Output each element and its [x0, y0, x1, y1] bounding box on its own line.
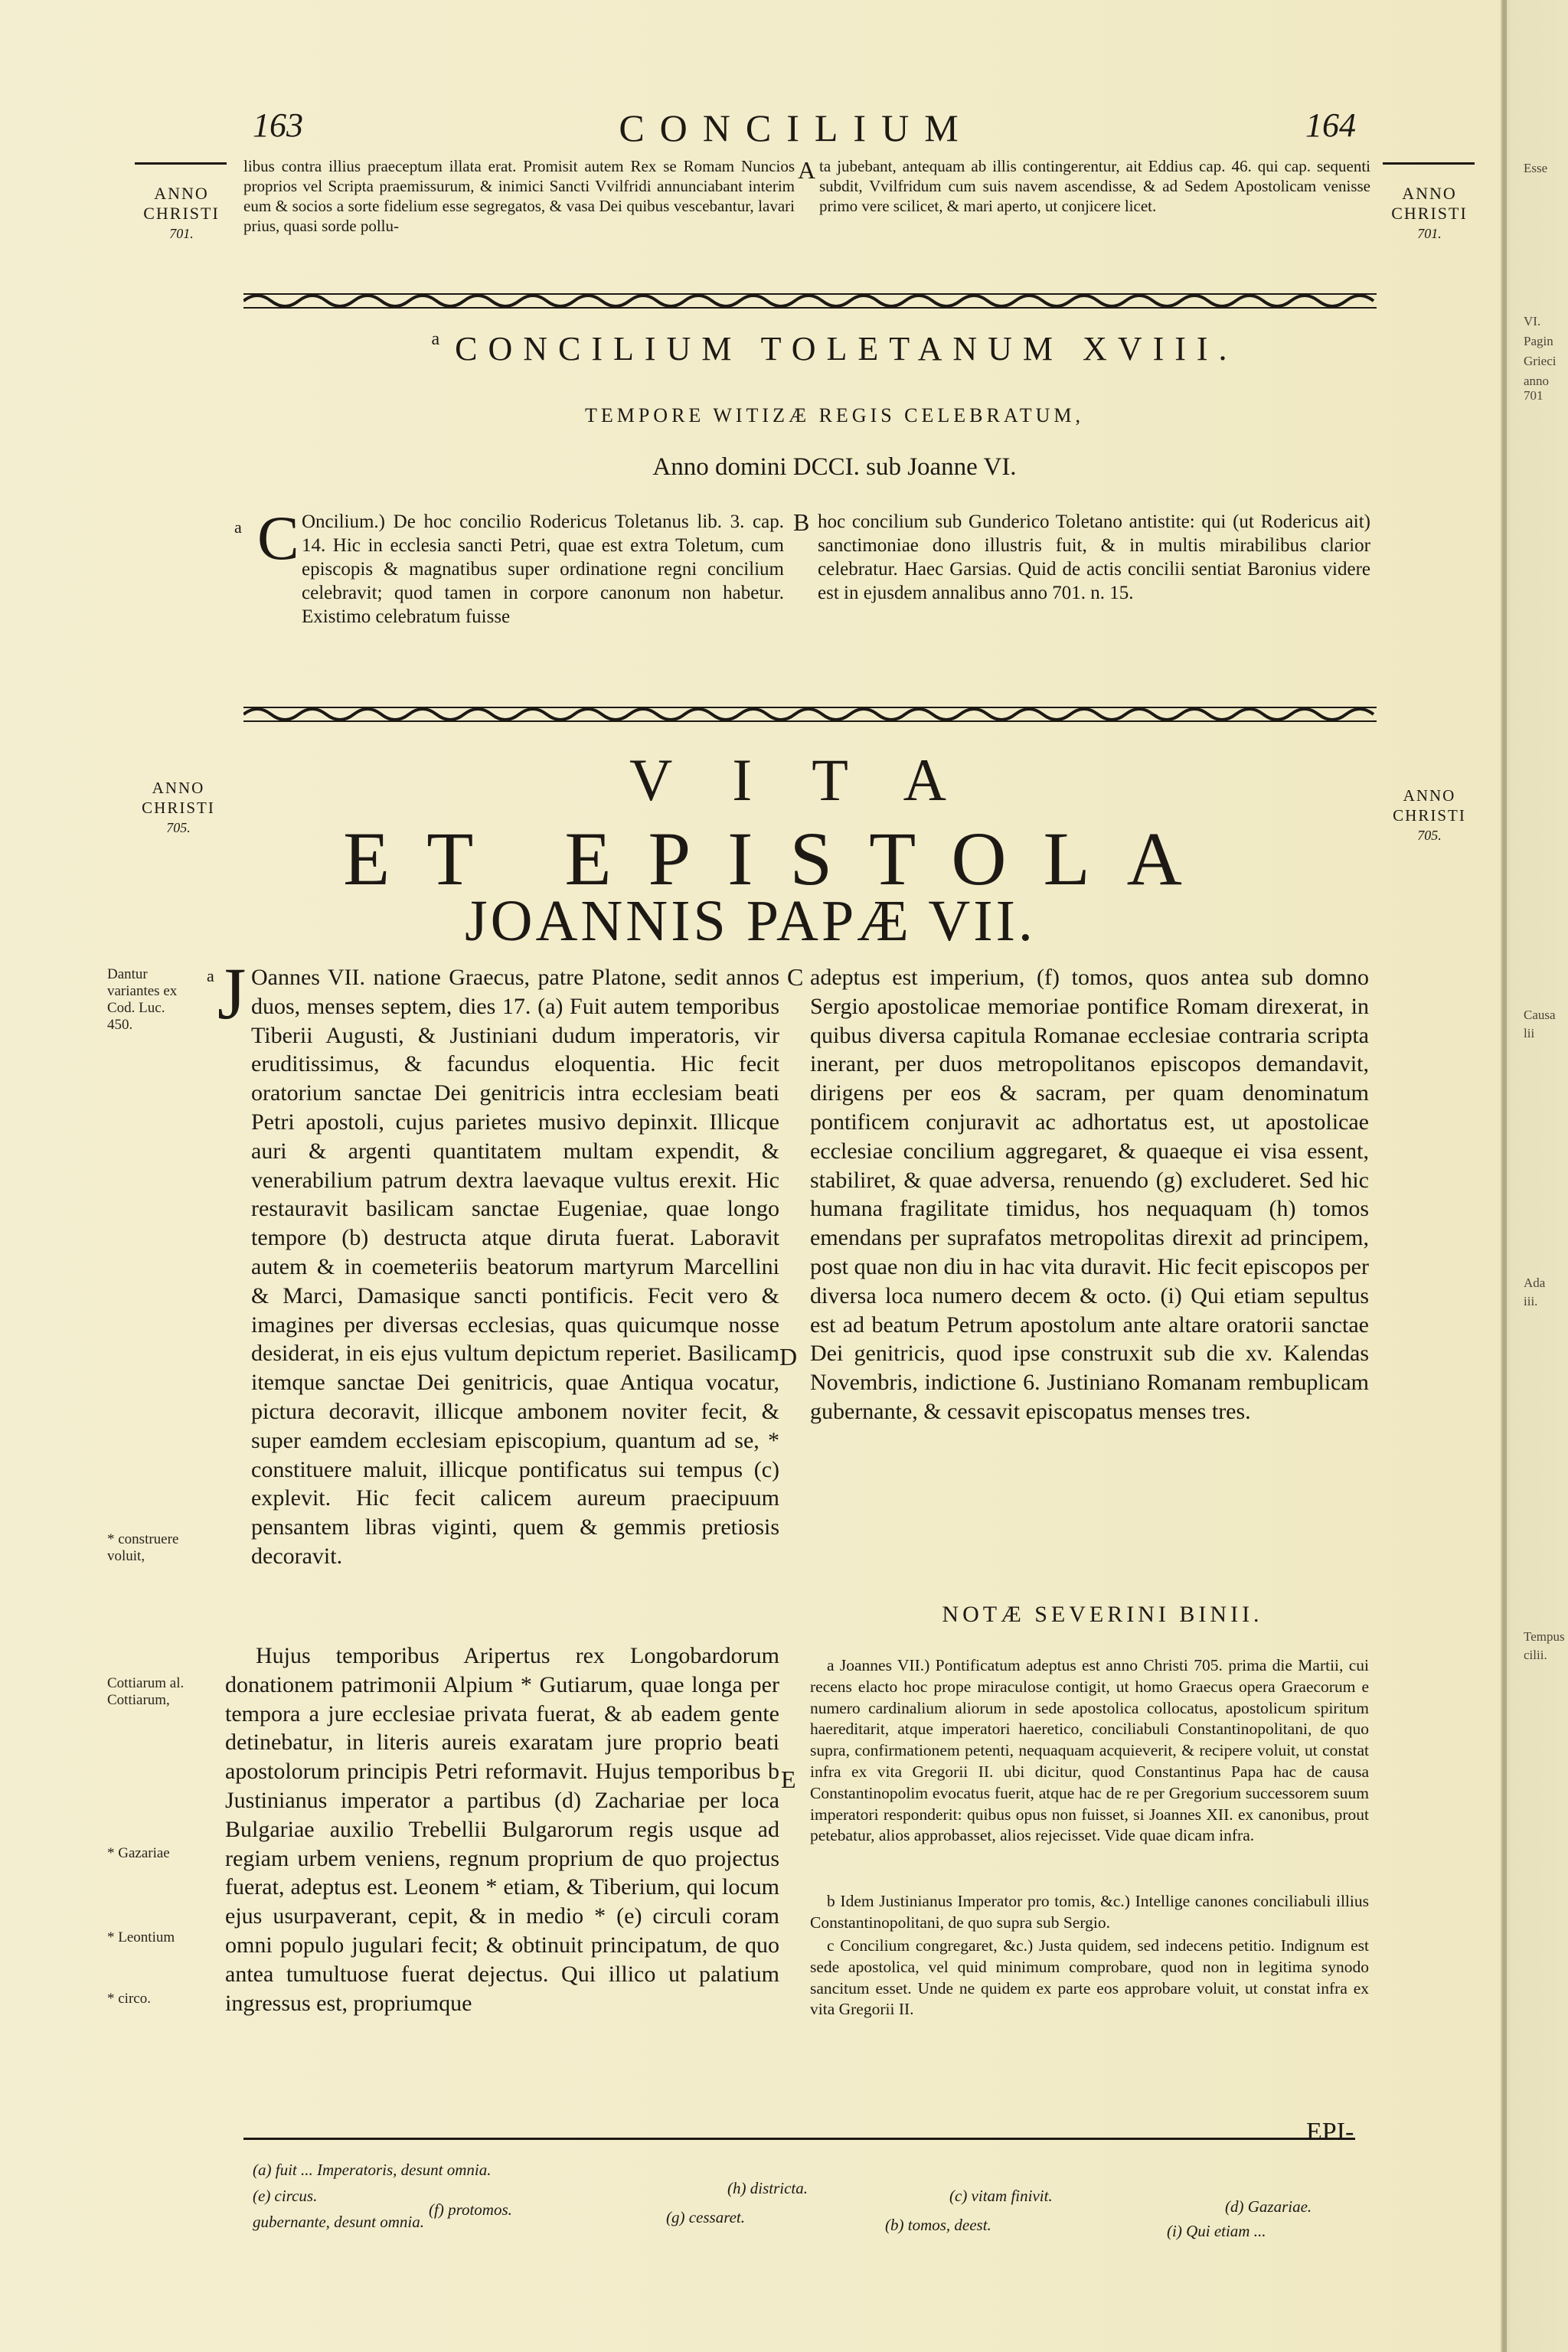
christi-label: CHRISTI — [143, 204, 220, 223]
concilium-subtitle: TEMPORE WITIZÆ REGIS CELEBRATUM, — [584, 404, 1085, 426]
margin-note-circo: * circo. — [107, 1991, 151, 2007]
margin-rule-right — [1383, 162, 1475, 165]
gutter-note: lii — [1524, 1026, 1535, 1040]
anno-year: 701. — [1417, 226, 1442, 241]
left-page-number: 163 — [253, 106, 303, 144]
footnote-b: (b) tomos, deest. — [885, 2216, 991, 2234]
anno-year: 701. — [169, 226, 194, 241]
gutter-note: cilii. — [1524, 1648, 1547, 1662]
note-a: a Joannes VII.) Pontificatum adeptus est anno Christi 705. prima die Martii, cui recens elacto hoc prope miraculose contigit, ut homo Graecus opera Graecorum e numero cardinalium aliorum in sede apostolica collocatus, apostolicum spiritum haereditarit, atque imperatori haeretico, conciliabuli Constantinopolitani, de quo supra, confirmationem petenti, nequaquam acquieverit, & recipere voluit, ut constat infra ex vita Gregorii II. ubi dicitur, quod Constantinus Papa hac de causa Constantinopolim evocatus fuerit, atque hac de re per Gregorium successorem suum imperatori responderit: quibus opus non fuisset, si Joannes XII. ex canonibus, prout petebatur, alios approbasset, alios rejecisset. Vide quae dicam infra. — [810, 1656, 1369, 1845]
gutter-note: Causa — [1524, 1008, 1556, 1022]
anno-year: 705. — [166, 820, 191, 835]
margin-note-variants: Dantur variantes ex Cod. Luc. 450. — [107, 966, 178, 1033]
footnote-d: (d) Gazariae. — [1225, 2197, 1312, 2216]
anno-box-top-left — [129, 184, 234, 243]
gutter-note: VI. — [1524, 314, 1541, 328]
margin-note-cottiarum: Cottiarum al. Cottiarum, — [107, 1675, 185, 1708]
anno-label: ANNO — [1403, 786, 1456, 805]
anno-year: 705. — [1417, 828, 1442, 843]
notes-title: NOTÆ SEVERINI BINII. — [942, 1602, 1263, 1627]
anno-label: ANNO — [154, 184, 209, 203]
running-head: CONCILIUM — [619, 106, 974, 149]
concilium-title — [283, 329, 1386, 368]
ornamental-border-1 — [243, 289, 1377, 312]
concilium-note-dropcap: C — [257, 503, 299, 573]
section-marker-c: C — [787, 963, 804, 991]
footnote-a: (a) fuit ... Imperatoris, desunt omnia. — [253, 2161, 492, 2179]
concilium-note-right: hoc concilium sub Gunderico Toletano antistite: qui (ut Rodericus ait) sanctimoniae dono illustris fuit, & in multis mirabilibus clarior celebratur. Haec Garsias. Quid de actis concilii sentiat Baronius videre est in ejusdem annalibus anno 701. n. 15. — [818, 511, 1370, 603]
section-marker-e: E — [781, 1766, 796, 1793]
footnote-e: (e) circus. — [253, 2187, 318, 2205]
section-marker-a: A — [798, 156, 816, 184]
note-b: b Idem Justinianus Imperator pro tomis, &c.) Intellige canones conciliabuli illius Constantinopolitani, de quo supra sub Sergio. — [810, 1892, 1369, 1932]
christi-label: CHRISTI — [142, 799, 215, 817]
anno-label: ANNO — [152, 779, 205, 797]
footnote-c: (c) vitam finivit. — [949, 2187, 1053, 2205]
margin-note-leontium: * Leontium — [107, 1929, 175, 1945]
vita-body-right: adeptus est imperium, (f) tomos, quos antea sub domno Sergio apostolicae memoriae pontifice Romam direxerat, in quibus diversa capitula Romanae ecclesiae contraria scripta inerant, per duos metropolitanos episcopos demandavit, dirigens per eos & sacram, per quam denominatum pontificem conjuravit ac adhortatus est, ut apostolicae ecclesiae concilium aggregaret, & quaeque ei visa essent, stabiliret, & quae adversa, renuendo (g) excluderet. Sed hic humana fragilitate timidus, hos nequaquam (h) tomos emendans per suprafatos metropolitas direxit ad principem, post quae non diu in hac vita duravit. Hic fecit episcopos per diversa loca numero decem & octo. (i) Qui etiam sepultus est ad beatum Petrum apostolum ante altare oratorii sanctae Dei genitricis, quod ipse construxit sub die xv. Kalendas Novembris, indictione 6. Justiniano Romanam rembuplicam gubernante, & cessavit episcopatus menses tres. — [810, 965, 1369, 1424]
ornamental-border-2 — [243, 703, 1377, 726]
vita-body-left-2: Hujus temporibus Aripertus rex Longobardorum donationem patrimonii Alpium * Gutiarum, quae longa per tempora a jure ecclesiae privata fuerat, & ab eadem gente detinebatur, in literis aureis exaratam jure proprio beati apostolorum principis Petri reformavit. Hujus temporibus b Justinianus imperator a partibus (d) Zachariae per loca Bulgariae auxilio Trebellii Bulgarorum regis usque ad regiam urbem veniens, regnum proprium de quo projectus fuerat, adeptus est. Leonem * etiam, & Tiberium, qui locum ejus usurpaverant, cepit, & in medio * (e) circuli coram omni populo jugulari fecit; & obtinuit principatum, de quo antea tumultuose fuerat dejectus. Qui illico ut palatium ingressus est, propriumque — [225, 1643, 779, 2016]
christi-label: CHRISTI — [1391, 204, 1468, 223]
vita-body-dropcap: J — [217, 952, 247, 1034]
margin-note-construere: * construere voluit, — [107, 1531, 179, 1564]
right-page-number: 164 — [1305, 106, 1356, 144]
concilium-title-mark: a — [431, 329, 440, 349]
section-marker-d: D — [779, 1343, 798, 1370]
margin-rule-left — [135, 162, 227, 165]
gutter-note: Ada — [1524, 1276, 1546, 1290]
footnote-gubernante: gubernante, desunt omnia. — [253, 2213, 424, 2231]
note-c: c Concilium congregaret, &c.) Justa quidem, sed indecens petitio. Indignum est sede apostolica, vel quid minimum comprobare, quod non in legitima synodo sancitum esset. Unde ne quidem ex parte eos approbare voluit, ut constat infra ex vita Gregorii II. — [810, 1936, 1369, 2019]
gutter-note: Tempus — [1524, 1629, 1565, 1644]
concilium-date-line: Anno domini DCCI. sub Joanne VI. — [652, 453, 1017, 481]
anno-box-top-right — [1377, 184, 1482, 243]
footnote-h: (h) districta. — [727, 2179, 808, 2197]
top-fragment-right: ta jubebant, antequam ab illis contingerentur, ait Eddius cap. 46. qui cap. sequenti subdit, Vvilfridum cum suis navem ascendisse, & ad Sedem Apostolicam venisse primo vere scilicet, & mari aperto, ut conjicere licet. — [819, 157, 1370, 215]
footnote-i: (i) Qui etiam ... — [1167, 2222, 1266, 2240]
vita-body-left-1 — [251, 963, 779, 1571]
gutter-note: Grieci — [1524, 354, 1557, 368]
gutter-note: Esse — [1524, 161, 1548, 175]
concilium-note-bullet: a — [234, 518, 242, 537]
footnote-rule — [243, 2138, 1355, 2140]
footnote-g: (g) cessaret. — [666, 2208, 746, 2226]
section-marker-b: B — [793, 508, 810, 536]
vita-title-line-1: VITA — [629, 746, 1007, 813]
catchword: EPI- — [1306, 2118, 1354, 2146]
christi-label: CHRISTI — [1393, 806, 1466, 825]
vita-title-line-2: ET EPISTOLA — [343, 816, 1219, 901]
vita-title-line-3: JOANNIS PAPÆ VII. — [465, 889, 1036, 953]
vita-body-left-text: Oannes VII. natione Graecus, patre Platone, sedit annos duos, menses septem, dies 17. (a) Fuit autem temporibus Tiberii Augusti, & Justiniani dudum imperatoris, vir eruditissimus, & facundus eloquentia. Hic fecit oratorium sanctae Dei genitricis intra ecclesiam beati Petri apostoli, cujus parietes musivo depinxit. Illicque auri & argenti quantitatem multam expendit, & venerabilium patrum dextra laevaque vultus erexit. Hic restauravit basilicam sanctae Eugeniae, quae longo tempore (b) destructa atque diruta fuerat. Laboravit autem & in coemeteriis beatorum martyrum Marcellini & Marci, Damasique sancti pontificis. Fecit vero & imagines per diversas ecclesias, quas quicumque nosse desiderat, in eis ejus vultum depictum reperiet. Basilicam itemque sanctae Dei genitricis, quae Antiqua vocatur, pictura decoravit, illicque ambonem noviter fecit, & super eamdem ecclesiam episcopium, quantum ad se, * constituere maluit, illicque pontificatus sui tempus (c) explevit. Hic fecit calicem aureum praecipuum pensantem libras viginti, quem & gemmis pretiosis decoravit. — [251, 965, 779, 1569]
gutter-note: anno 701 — [1524, 374, 1550, 403]
adjacent-page-gutter — [1501, 0, 1568, 2352]
concilium-title-text: CONCILIUM TOLETANUM XVIII. — [455, 330, 1238, 368]
vita-body-mark: a — [207, 966, 214, 985]
concilium-note-left: Oncilium.) De hoc concilio Rodericus Toletanus lib. 3. cap. 14. Hic in ecclesia sancti Petri, quae est extra Toletum, cum episcopis & magnatibus super ordinatione regni concilium celebravit; quod tamen in corpore canonum non habetur. Existimo celebratum fuisse — [302, 511, 784, 627]
gutter-note: Pagin — [1524, 334, 1553, 348]
gutter-note: iii. — [1524, 1294, 1538, 1308]
footnote-f: (f) protomos. — [429, 2200, 512, 2219]
top-fragment-left: libus contra illius praeceptum illata erat. Promisit autem Rex se Romam Nuncios proprios vel Scripta praemissurum, & inimici Sancti Vvilfridi annunciabant interim eum & socios a sorte fidelium esse segregatos, & vasa Dei quibus vescebantur, lavari prius, quasi sorde pollu- — [243, 157, 795, 235]
page-edge-shadow — [1502, 0, 1507, 2352]
anno-label: ANNO — [1402, 184, 1457, 203]
margin-note-gazariae: * Gazariae — [107, 1845, 170, 1861]
